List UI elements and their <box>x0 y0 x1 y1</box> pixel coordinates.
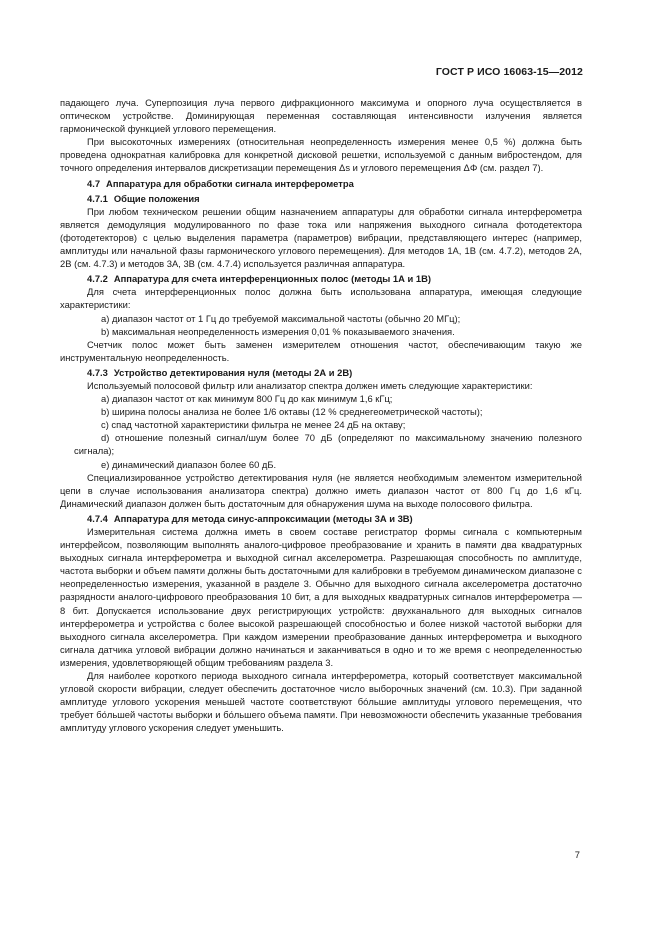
list-item: a) диапазон частот от 1 Гц до требуемой максимальной частоты (обычно 20 МГц); <box>101 312 461 324</box>
list-item: c) спад частотной характеристики фильтра не менее 24 дБ на октаву; <box>101 419 406 431</box>
section-title: Аппаратура для метода синус-аппроксимации (методы 3А и 3В) <box>113 512 413 524</box>
paragraph: При высокоточных измерениях (относительная неопределенность измерения менее 0,5 %) должна быть проведена однократная калибровка для конкретной дисковой решетки, используемой с данным вибростендом, для точного определения интервалов дискретизации перемещения Δs и углового перемещения ΔΦ (см. раздел 7). <box>60 136 582 174</box>
document-body <box>60 96 582 735</box>
paragraph: Для наиболее короткого периода выходного сигнала интерферометра, который соответствует максимальной угловой скорости вибрации, следует обеспечить достаточное число выборочных значений (см. 10.3). При заданной амплитуде углового ускорения меньшей частоте соответствуют бо́льшие амплитуды углового перемещения, что требует бо́льшей частоты выборки и бо́льшего объема памяти. При невозможности обеспечить указанные требования амплитуду углового ускорения следует уменьшить. <box>60 670 582 734</box>
section-heading <box>60 366 582 379</box>
paragraph: Измерительная система должна иметь в своем составе регистратор формы сигнала с компьютерным интерфейсом, позволяющим выполнять аналого-цифровое преобразование и хранить в памяти два квадратурных выходных сигнала интерферометра и выходной сигнал акселерометра. Разрешающая способность по амплитуде, частота выборки и объем памяти должны быть достаточными для калибровки в требуемом динамическом диапазоне с неопределенностью измерения, указанной в разделе 3. Обычно для выходного сигнала акселерометра достаточно разрядности аналого-цифрового преобразования 10 бит, а для выходных квадратурных сигналов интерферометра — 8 бит. Допускается использование двух регистрирующих устройств: двухканального для выходных сигналов интерферометра и устройства с более высокой разрешающей способностью и более низкой частотой выборки для выходного сигнала акселерометра. При каждом измерении преобразование данных интерферометра и выходного сигнала датчика угловой вибрации должно начинаться и заканчиваться в одно и то же время с неопределенностью измерения, удовлетворяющей общим требованиям раздела 3. <box>60 526 582 668</box>
section-title: Аппаратура для счета интерференционных полос (методы 1А и 1В) <box>113 273 431 285</box>
section-heading <box>60 192 582 205</box>
section-number: 4.7.1 <box>87 192 108 204</box>
list-item: d) отношение полезный сигнал/шум более 70 дБ (определяют по максимальному значению полезного сигнала); <box>74 432 582 457</box>
section-heading <box>60 512 582 525</box>
section-heading <box>60 272 582 285</box>
paragraph: Счетчик полос может быть заменен измерителем отношения частот, обеспечивающим такую же инструментальную неопределенность. <box>60 338 582 363</box>
paragraph: При любом техническом решении общим назначением аппаратуры для обработки сигнала интерферометра является демодуляция модулированного по фазе тока или напряжения выходного сигнала фотодетектора (фотодетекторов) с целью выделения параметра (параметров) вибрации, представляющего интерес (например, амплитуды или начальной фазы гармонического углового перемещения). Для методов 1А, 1В (см. 4.7.2), методов 2А, 2В (см. 4.7.3) и методов 3А, 3В (см. 4.7.4) используется различная аппаратура. <box>60 205 582 270</box>
section-heading <box>60 177 582 190</box>
section-title: Общие положения <box>113 192 200 204</box>
list-item: e) динамический диапазон более 60 дБ. <box>101 458 277 470</box>
list-item: b) максимальная неопределенность измерения 0,01 % показываемого значения. <box>101 325 455 337</box>
standard-header: ГОСТ Р ИСО 16063-15—2012 <box>435 66 583 78</box>
list-item: a) диапазон частот от как минимум 800 Гц до как минимум 1,6 кГц; <box>101 393 393 405</box>
paragraph: падающего луча. Суперпозиция луча первого дифракционного максимума и опорного луча осуществляется в оптическом устройстве. Доминирующая переменная составляющая интенсивности излучения является гармонической функцией углового перемещения. <box>60 97 582 135</box>
section-title: Устройство детектирования нуля (методы 2А и 2В) <box>113 366 353 378</box>
paragraph: Специализированное устройство детектирования нуля (не является необходимым элементом измерительной цепи в случае использования анализатора спектра) должно иметь диапазон частот от 800 Гц до 1,6 кГц. Динамический диапазон должен быть достаточным для обнаружения шума на выходе полосового фильтра. <box>60 471 582 509</box>
section-number: 4.7.2 <box>87 273 108 285</box>
section-number: 4.7.3 <box>87 366 108 378</box>
list-item: b) ширина полосы анализа не более 1/6 октавы (12 % среднегеометрической частоты); <box>101 406 483 418</box>
section-number: 4.7.4 <box>87 512 108 524</box>
paragraph: Используемый полосовой фильтр или анализатор спектра должен иметь следующие характеристики: <box>87 379 533 391</box>
section-title: Аппаратура для обработки сигнала интерферометра <box>106 177 354 189</box>
paragraph: Для счета интерференционных полос должна быть использована аппаратура, имеющая следующие характеристики: <box>60 286 582 311</box>
section-number: 4.7 <box>87 177 101 189</box>
page-number: 7 <box>574 849 580 860</box>
